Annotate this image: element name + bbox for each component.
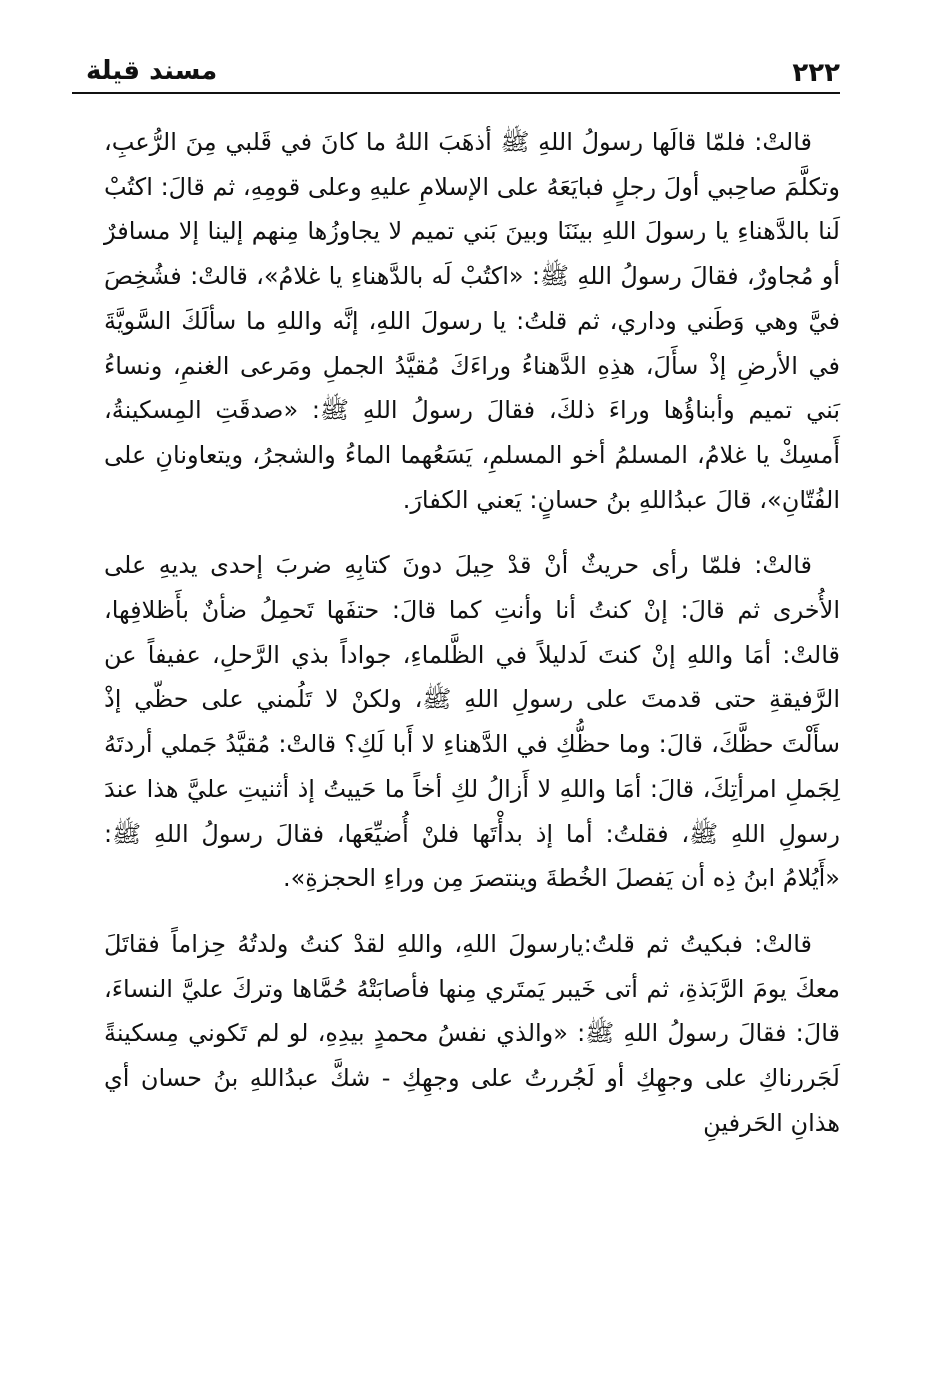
page-number: ٢٢٢ xyxy=(792,58,840,88)
header-rule xyxy=(72,92,840,94)
paragraph-3: قالتْ: فبكيتُ ثم قلتُ:يارسولَ اللهِ، واللهِ لقدْ كنتُ ولدتُهُ حِزاماً فقاتَلَ معكَ يومَ الرَّبَذةِ، ثم أتى خَيبر يَمتَري مِنها فأصابَتْهُ حُمَّاها وتركَ عليَّ النساءَ، قالَ: فقالَ رسولُ اللهِ ﷺ: «والذي نفسُ محمدٍ بيدِهِ، لو لم تَكوني مِسكينةً لَجَررناكِ على وجهِكِ أو لَجُررتُ على وجهِكِ - شكَّ عبدُاللهِ بنُ حسان أي هذانِ الحَرفينِ xyxy=(104,929,840,1137)
book-title: مسند قيلة xyxy=(86,56,218,86)
paragraph-2: قالتْ: فلمّا رأى حريثٌ أنْ قدْ حِيلَ دونَ كتابِهِ ضربَ إحدى يديهِ على الأُخرى ثم قالَ: إنْ كنتُ أنا وأنتِ كما قالَ: حتفَها تَحمِلُ ضأنٌ بأَظلافِها، قالتْ: أمَا واللهِ إنْ كنتَ لَدليلاً في الظَّلماءِ، جواداً بذي الرَّحلِ، عفيفاً عن الرَّفيقةِ حتى قدمتَ على رسولِ اللهِ ﷺ، ولكنْ لا تَلُمني على حظّي إذْ سأَلْتَ حظَّكَ، قالَ: وما حظُّكِ في الدَّهناءِ لا أَبا لَكِ؟ قالتْ: مُقيَّدُ جَملي أردتَهُ لِجَملِ امرأتِكَ، قالَ: أمَا واللهِ لا أَزالُ لكِ أخاً ما حَييتُ إذ أثنيتِ عليَّ هذا عندَ رسولِ اللهِ ﷺ، فقلتُ: أما إذ بدأْتَها فلنْ أُضيِّعَها، فقالَ رسولُ اللهِ ﷺ: «أَيُلامُ ابنُ ذِه أن يَفصلَ الخُطةَ وينتصرَ مِن وراءِ الحجزةِ». xyxy=(104,551,840,893)
running-header xyxy=(72,52,840,94)
body-text xyxy=(104,120,840,1145)
paragraph-1: قالتْ: فلمّا قالَها رسولُ اللهِ ﷺ أذهَبَ اللهُ ما كانَ في قَلبي مِنَ الرُّعبِ، وتكلَّمَ صاحِبي أولَ رجلٍ فبايَعَهُ على الإسلامِ عليهِ وعلى قومِهِ، ثم قالَ: اكتُبْ لَنا بالدَّهناءِ يا رسولَ اللهِ بينَنَا وبينَ بَني تميم لا يجاوزُها مِنهم إلينا إلا مسافرٌ أو مُجاورٌ، فقالَ رسولُ اللهِ ﷺ: «اكتُبْ لَه بالدَّهناءِ يا غلامُ»، قالتْ: فشُخِصَ فيَّ وهي وَطَني وداري، ثم قلتُ: يا رسولَ اللهِ، إنَّه واللهِ ما سألَكَ السَّويَّةَ في الأرضِ إذْ سأَلَ، هذِهِ الدَّهناءُ وراءَكَ مُقيَّدُ الجملِ ومَرعى الغنمِ، ونساءُ بَني تميم وأبناؤُها وراءَ ذلكَ، فقالَ رسولُ اللهِ ﷺ: «صدقَتِ المِسكينةُ، أَمسِكْ يا غلامُ، المسلمُ أخو المسلمِ، يَسَعُهما الماءُ والشجرُ، ويتعاونانِ على الفُتّانِ»، قالَ عبدُاللهِ بنُ حسانٍ: يَعني الكفارَ. xyxy=(104,128,840,514)
